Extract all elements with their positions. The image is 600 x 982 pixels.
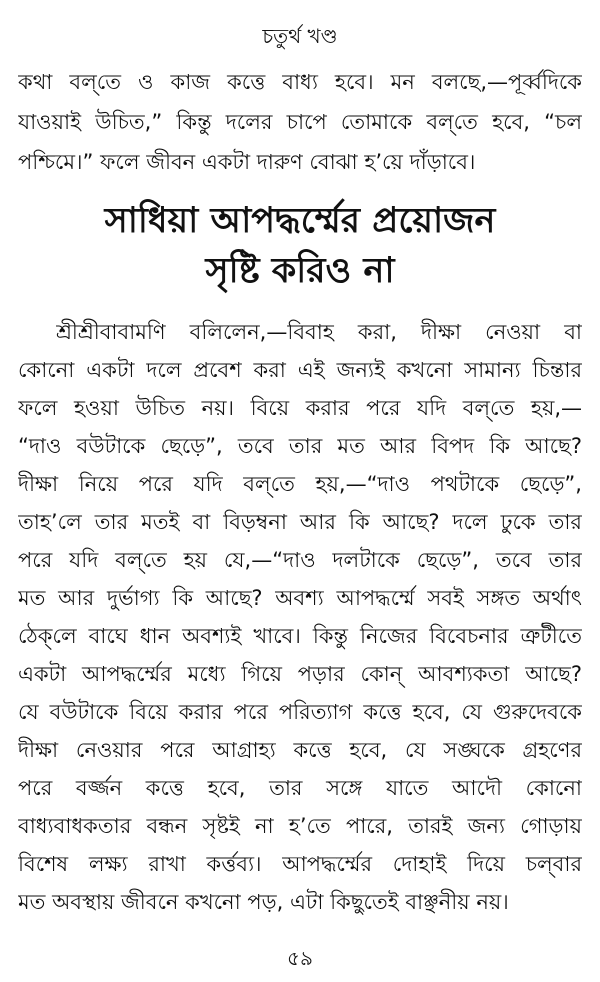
paragraph-line: যাওয়াই উচিত,” কিন্তু দলের চাপে তোমাকে বল্‌তে হবে, “চল [18,110,582,134]
page-number: ৫৯ [287,946,313,970]
paragraph-line: ঠেক্‌লে বাঘে ধান অবশ্যই খাবে। কিন্তু নিজের বিবেচনার ত্রুটীতে [18,624,582,648]
paragraph-line: দীক্ষা নেওয়ার পরে আগ্রাহ্য কত্তে হবে, যে সঙ্ঘকে গ্রহণের [18,738,582,762]
paragraph-line: বাধ্যবাধকতার বন্ধন সৃষ্টই না হ’তে পারে, তারই জন্য গোড়ায় [18,814,582,838]
section-heading-line-1: সাধিয়া আপদ্ধর্ম্মের প্রয়োজন [104,201,496,241]
paragraph-line: কোনো একটা দলে প্রবেশ করা এই জন্যই কখনো সামান্য চিন্তার [18,358,582,382]
paragraph-line: পশ্চিমে।” ফলে জীবন একটা দারুণ বোঝা হ’য়ে দাঁড়াবে। [18,150,476,174]
running-head: চতুর্থ খণ্ড [262,24,338,48]
section-heading-line-2: সৃষ্টি করিও না [205,251,395,291]
paragraph-line: কথা বল্‌তে ও কাজ কত্তে বাধ্য হবে। মন বলছে,—পূর্ব্বদিকে [18,70,582,94]
paragraph-line: একটা আপদ্ধর্ম্মের মধ্যে গিয়ে পড়ার কোন্ আবশ্যকতা আছে? [18,662,582,686]
paragraph-line: ফলে হওয়া উচিত নয়। বিয়ে করার পরে যদি বল্‌তে হয়,— [18,396,582,420]
paragraph-line: মত অবস্থায় জীবনে কখনো পড়, এটা কিছুতেই বাঞ্ছনীয় নয়। [18,890,509,914]
paragraph-line: যে বউটাকে বিয়ে করার পরে পরিত্যাগ কত্তে হবে, যে গুরুদেবকে [18,700,582,724]
paragraph-line: “দাও বউটাকে ছেড়ে”, তবে তার মত আর বিপদ কি আছে? [18,434,582,458]
paragraph-line: পরে বর্জ্জন কত্তে হবে, তার সঙ্গে যাতে আদৌ কোনো [18,776,582,800]
paragraph-line: তাহ’লে তার মতই বা বিড়ম্বনা আর কি আছে? দলে ঢুকে তার [18,510,582,534]
paragraph-line: শ্রীশ্রীবাবামণি বলিলেন,—বিবাহ করা, দীক্ষা নেওয়া বা [56,320,582,344]
paragraph-line: পরে যদি বল্‌তে হয় যে,—“দাও দলটাকে ছেড়ে”, তবে তার [18,548,582,572]
paragraph-line: মত আর দুর্ভাগ্য কি আছে? অবশ্য আপদ্ধর্ম্মে সবই সঙ্গত অর্থাৎ [18,586,582,610]
paragraph-line: বিশেষ লক্ষ্য রাখা কর্ত্তব্য। আপদ্ধর্ম্মের দোহাই দিয়ে চল্‌বার [18,852,582,876]
paragraph-line: দীক্ষা নিয়ে পরে যদি বল্‌তে হয়,—“দাও পথটাকে ছেড়ে”, [18,472,582,496]
